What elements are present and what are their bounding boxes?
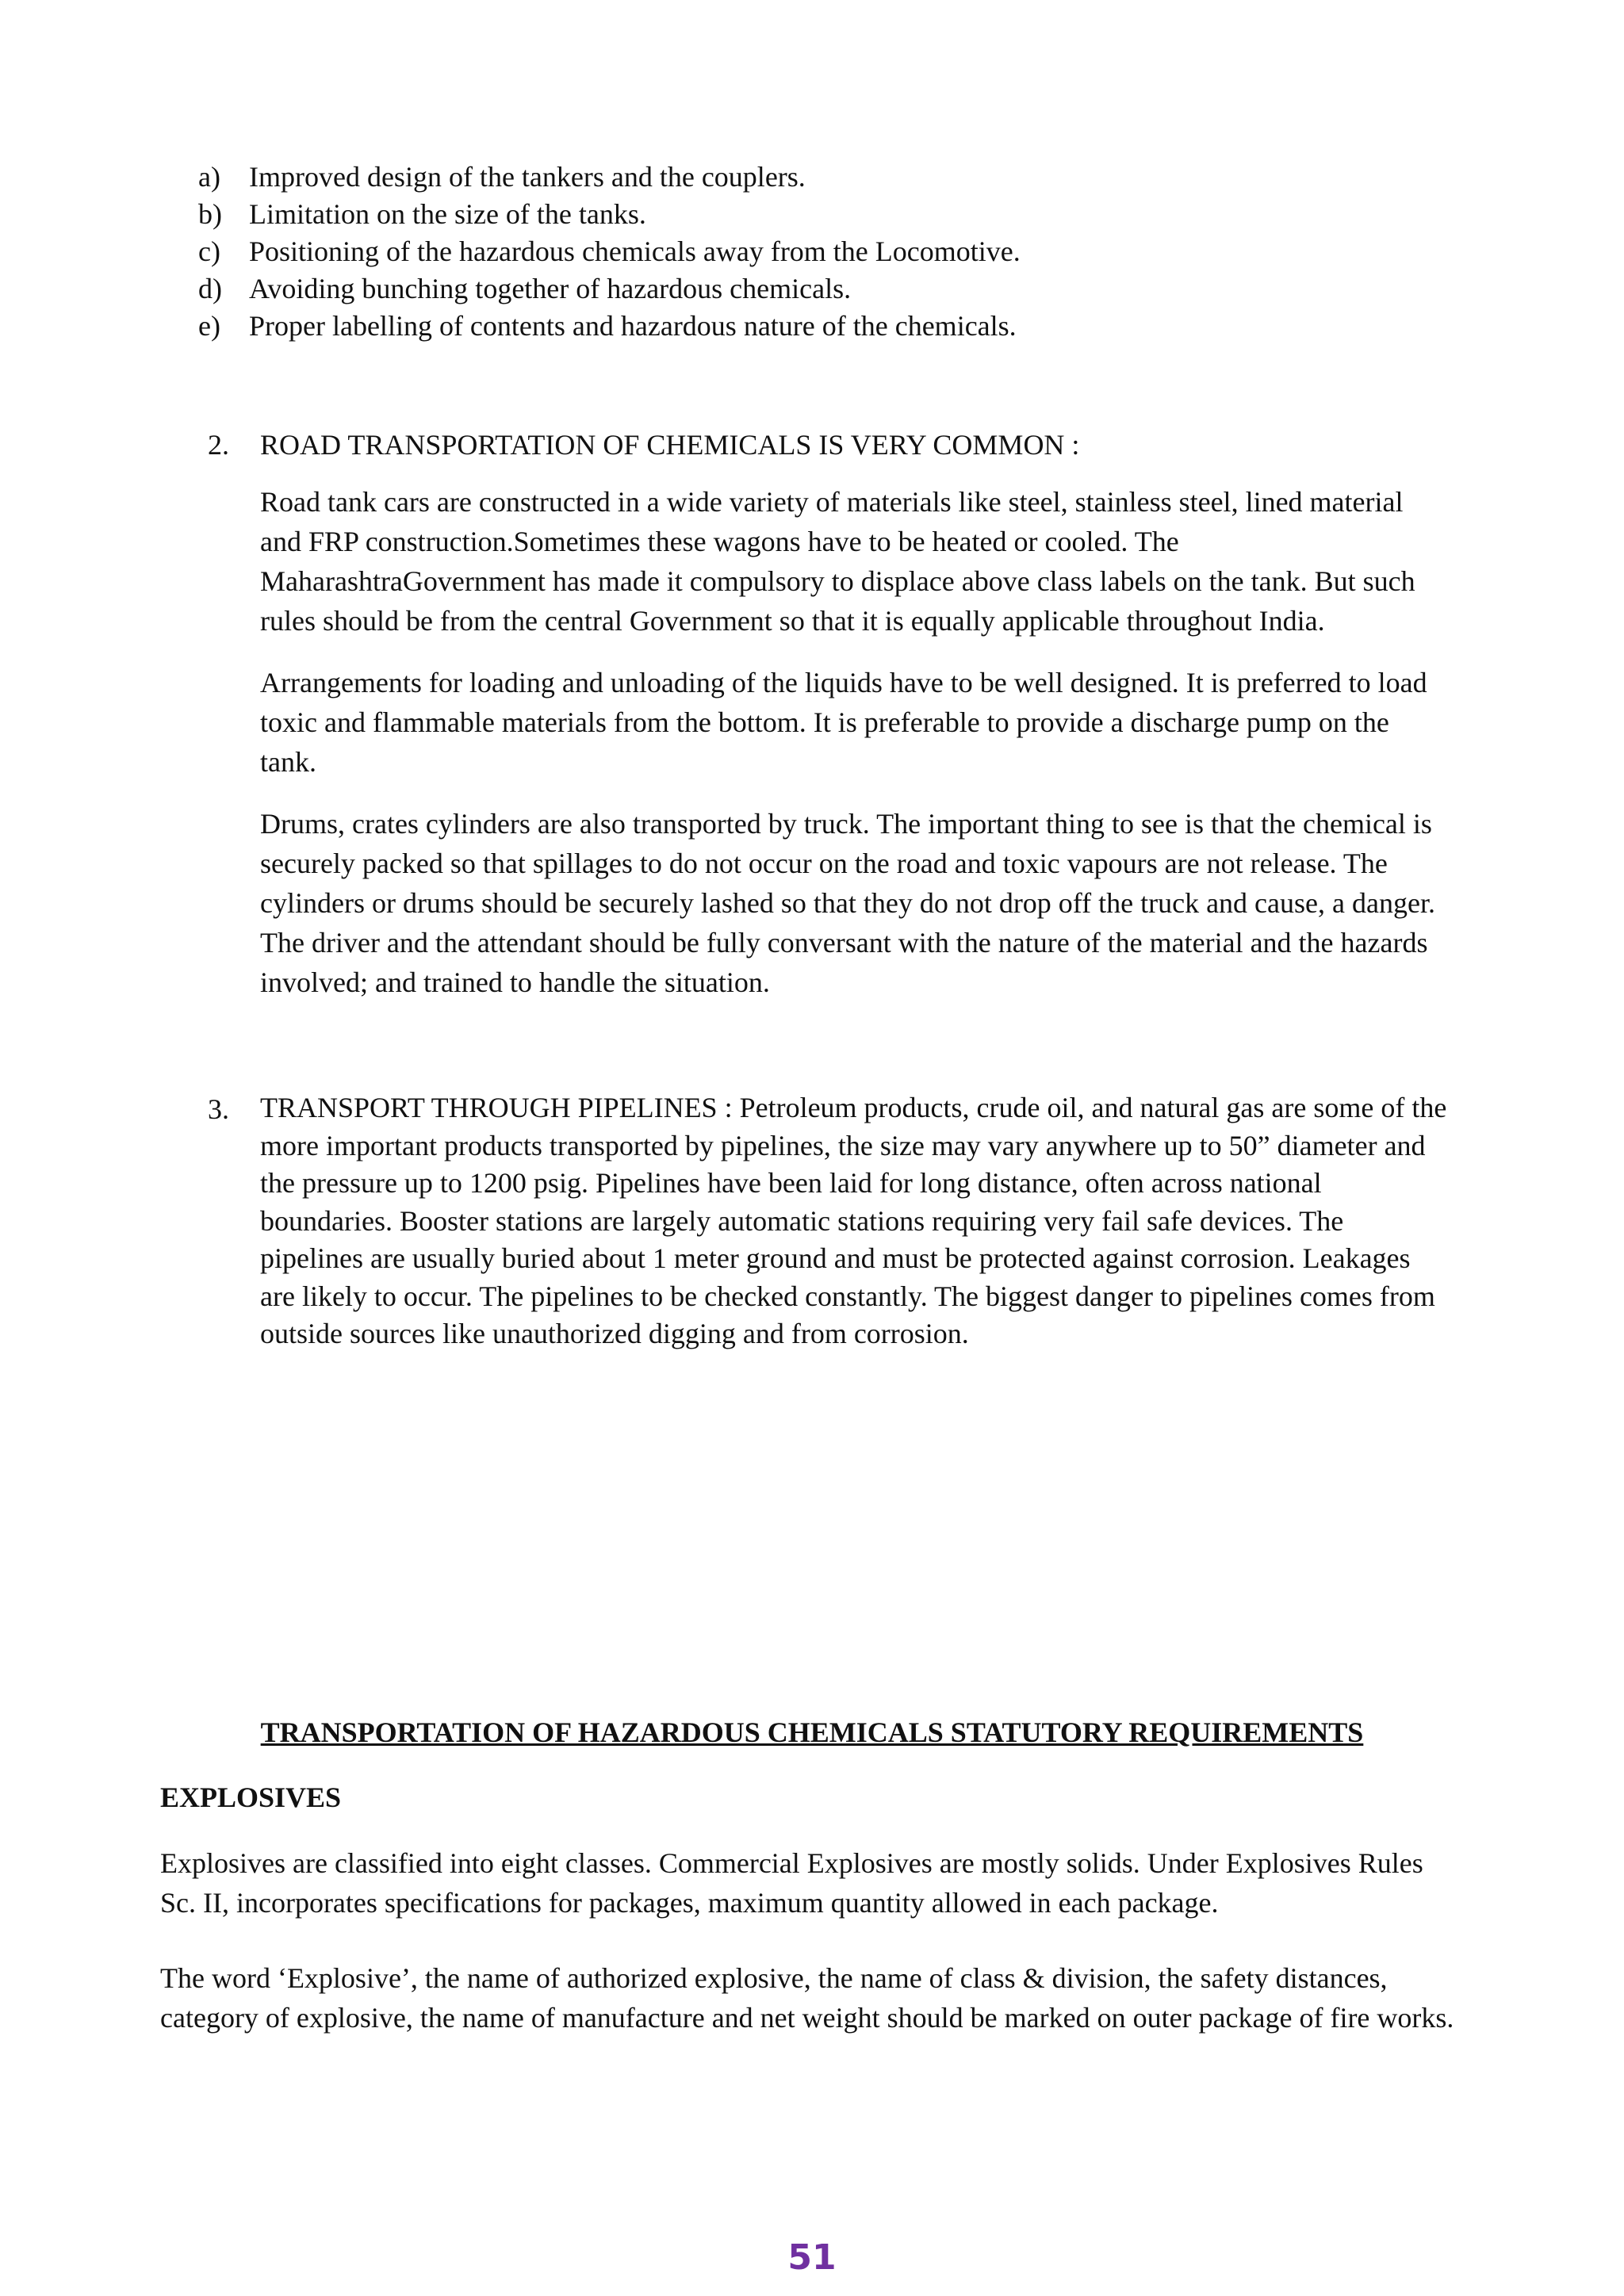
list-item [198,159,1467,196]
road-transport-section [208,425,1445,1024]
list-item-text: Avoiding bunching together of hazardous chemicals. [249,273,852,304]
list-item-text: Limitation on the size of the tanks. [249,198,646,230]
list-item [198,196,1467,233]
list-marker: d) [198,273,222,304]
section-number: 2. [208,429,229,461]
list-item [198,308,1467,345]
page-number: 51 [787,2237,837,2278]
lettered-list [198,159,1467,345]
road-paragraph: Arrangements for loading and unloading of the liquids have to be well designed. It is preferred to load toxic and flammable materials from the bottom. It is preferable to provide a discharge pump on the tank. [260,667,1427,778]
list-item-text: Proper labelling of contents and hazardous nature of the chemicals. [249,310,1017,342]
section-number: 3. [208,1093,229,1125]
list-marker: a) [198,161,220,193]
pipeline-transport-section [208,1089,1445,1353]
list-item [198,233,1467,270]
explosives-heading: EXPLOSIVES [160,1781,342,1813]
road-paragraph: Drums, crates cylinders are also transported by truck. The important thing to see is that the chemical is securely packed so that spillages to do not occur on the road and toxic vapours are not release. The cylinders or drums should be securely lashed so that they do not drop off the truck and cause, a danger. The driver and the attendant should be fully conversant with the nature of the material and the hazards involved; and trained to handle the situation. [260,808,1435,998]
list-marker: e) [198,310,220,342]
list-marker: b) [198,198,222,230]
list-item-text: Positioning of the hazardous chemicals away from the Locomotive. [249,235,1021,267]
pipeline-paragraph: TRANSPORT THROUGH PIPELINES : Petroleum products, crude oil, and natural gas are some of the more important products transported by pipelines, the size may vary anywhere up to 50” diameter and the pressure up to 1200 psig. Pipelines have been laid for long distance, often across national boundaries. Booster stations are largely automatic stations requiring very fail safe devices. The pipelines are usually buried about 1 meter ground and must be protected against corrosion. Leakages are likely to occur. The pipelines to be checked constantly. The biggest danger to pipelines comes from outside sources like unauthorized digging and from corrosion. [260,1092,1447,1349]
list-marker: c) [198,235,220,267]
road-transport-heading: ROAD TRANSPORTATION OF CHEMICALS IS VERY COMMON : [260,429,1080,461]
list-item [198,270,1467,308]
road-paragraph: Road tank cars are constructed in a wide variety of materials like steel, stainless steel, lined material and FRP construction.Sometimes these wagons have to be heated or cooled. The MaharashtraGovernment has made it compulsory to displace above class labels on the tank. But such rules should be from the central Government so that it is equally applicable throughout India. [260,486,1415,637]
section-title: TRANSPORTATION OF HAZARDOUS CHEMICALS STATUTORY REQUIREMENTS [260,1716,1364,1748]
explosives-paragraph: Explosives are classified into eight classes. Commercial Explosives are mostly solids. Under Explosives Rules Sc. II, incorporates specifications for packages, maximum quantity allowed in each package. [160,1847,1423,1919]
list-item-text: Improved design of the tankers and the couplers. [249,161,806,193]
explosives-paragraph: The word ‘Explosive’, the name of authorized explosive, the name of class & division, the safety distances, category of explosive, the name of manufacture and net weight should be marked on outer package of fire works. [160,1962,1454,2034]
